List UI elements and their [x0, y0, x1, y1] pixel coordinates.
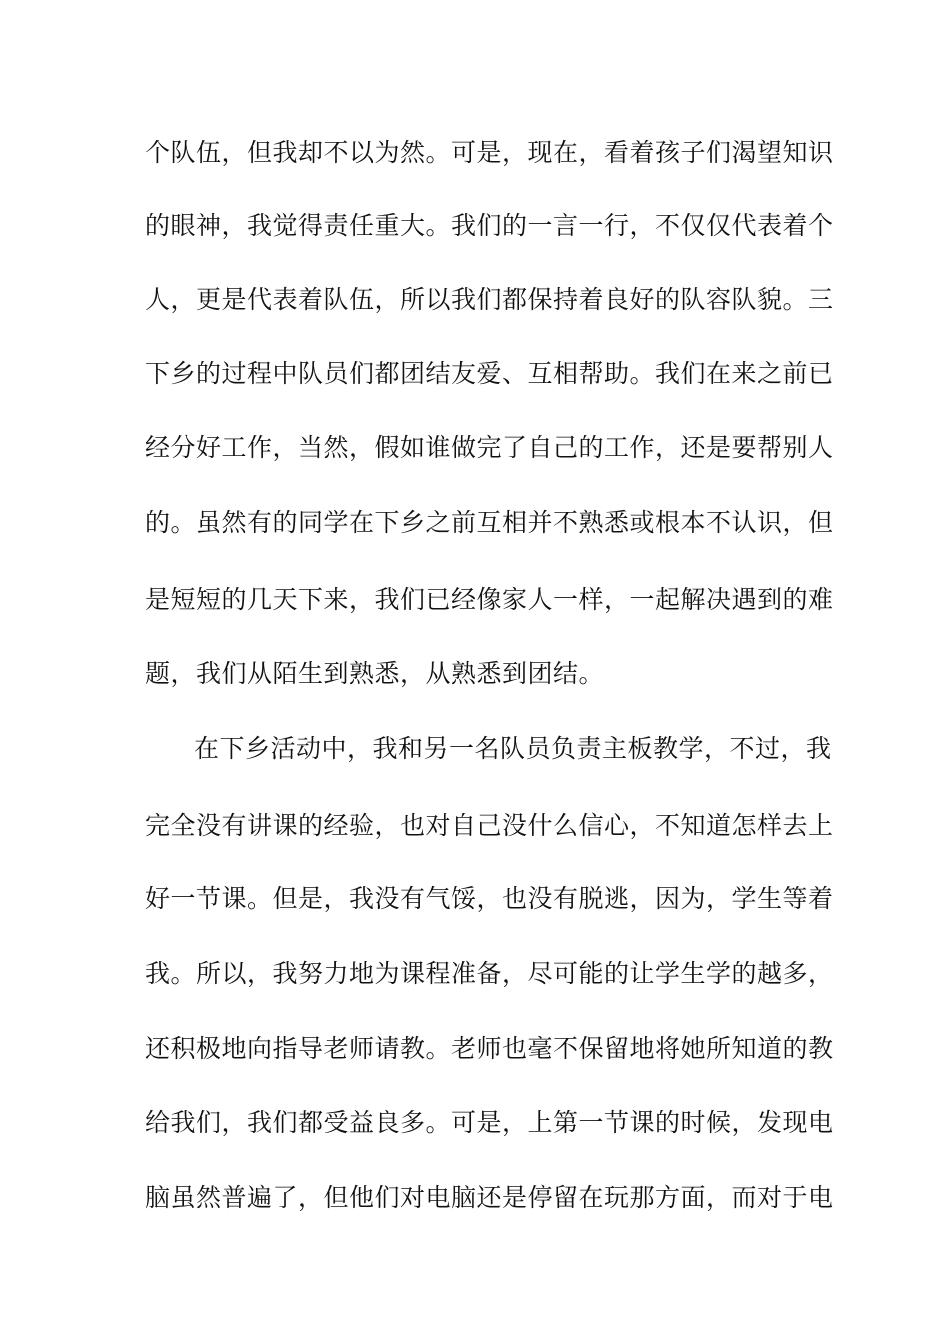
paragraph-2-line-4: 我。所以，我努力地为课程准备，尽可能的让学生学的越多，	[145, 959, 834, 988]
paragraph-2-line-2: 完全没有讲课的经验，也对自己没什么信心，不知道怎样去上	[145, 811, 834, 840]
paragraph-1-line-5: 经分好工作，当然，假如谁做完了自己的工作，还是要帮别人	[145, 433, 834, 462]
paragraph-2-line-6: 给我们，我们都受益良多。可是，上第一节课的时候，发现电	[145, 1108, 834, 1137]
paragraph-1-line-8: 题，我们从陌生到熟悉，从熟悉到团结。	[145, 659, 605, 688]
paragraph-1-line-3: 人，更是代表着队伍，所以我们都保持着良好的队容队貌。三	[145, 285, 834, 314]
paragraph-1-line-4: 下乡的过程中队员们都团结友爱、互相帮助。我们在来之前已	[145, 359, 834, 388]
paragraph-2-line-1: 在下乡活动中，我和另一名队员负责主板教学，不过，我	[194, 734, 832, 763]
paragraph-1-line-6: 的。虽然有的同学在下乡之前互相并不熟悉或根本不认识，但	[145, 508, 834, 537]
paragraph-2-line-7: 脑虽然普遍了，但他们对电脑还是停留在玩那方面，而对于电	[145, 1183, 834, 1212]
paragraph-1-line-1: 个队伍，但我却不以为然。可是，现在，看着孩子们渴望知识	[145, 138, 834, 167]
paragraph-2-line-5: 还积极地向指导老师请教。老师也毫不保留地将她所知道的教	[145, 1034, 834, 1063]
paragraph-2-line-3: 好一节课。但是，我没有气馁，也没有脱逃，因为，学生等着	[145, 884, 834, 913]
paragraph-1-line-2: 的眼神，我觉得责任重大。我们的一言一行，不仅仅代表着个	[145, 211, 834, 240]
paragraph-1-line-7: 是短短的几天下来，我们已经像家人一样，一起解决遇到的难	[145, 585, 834, 614]
